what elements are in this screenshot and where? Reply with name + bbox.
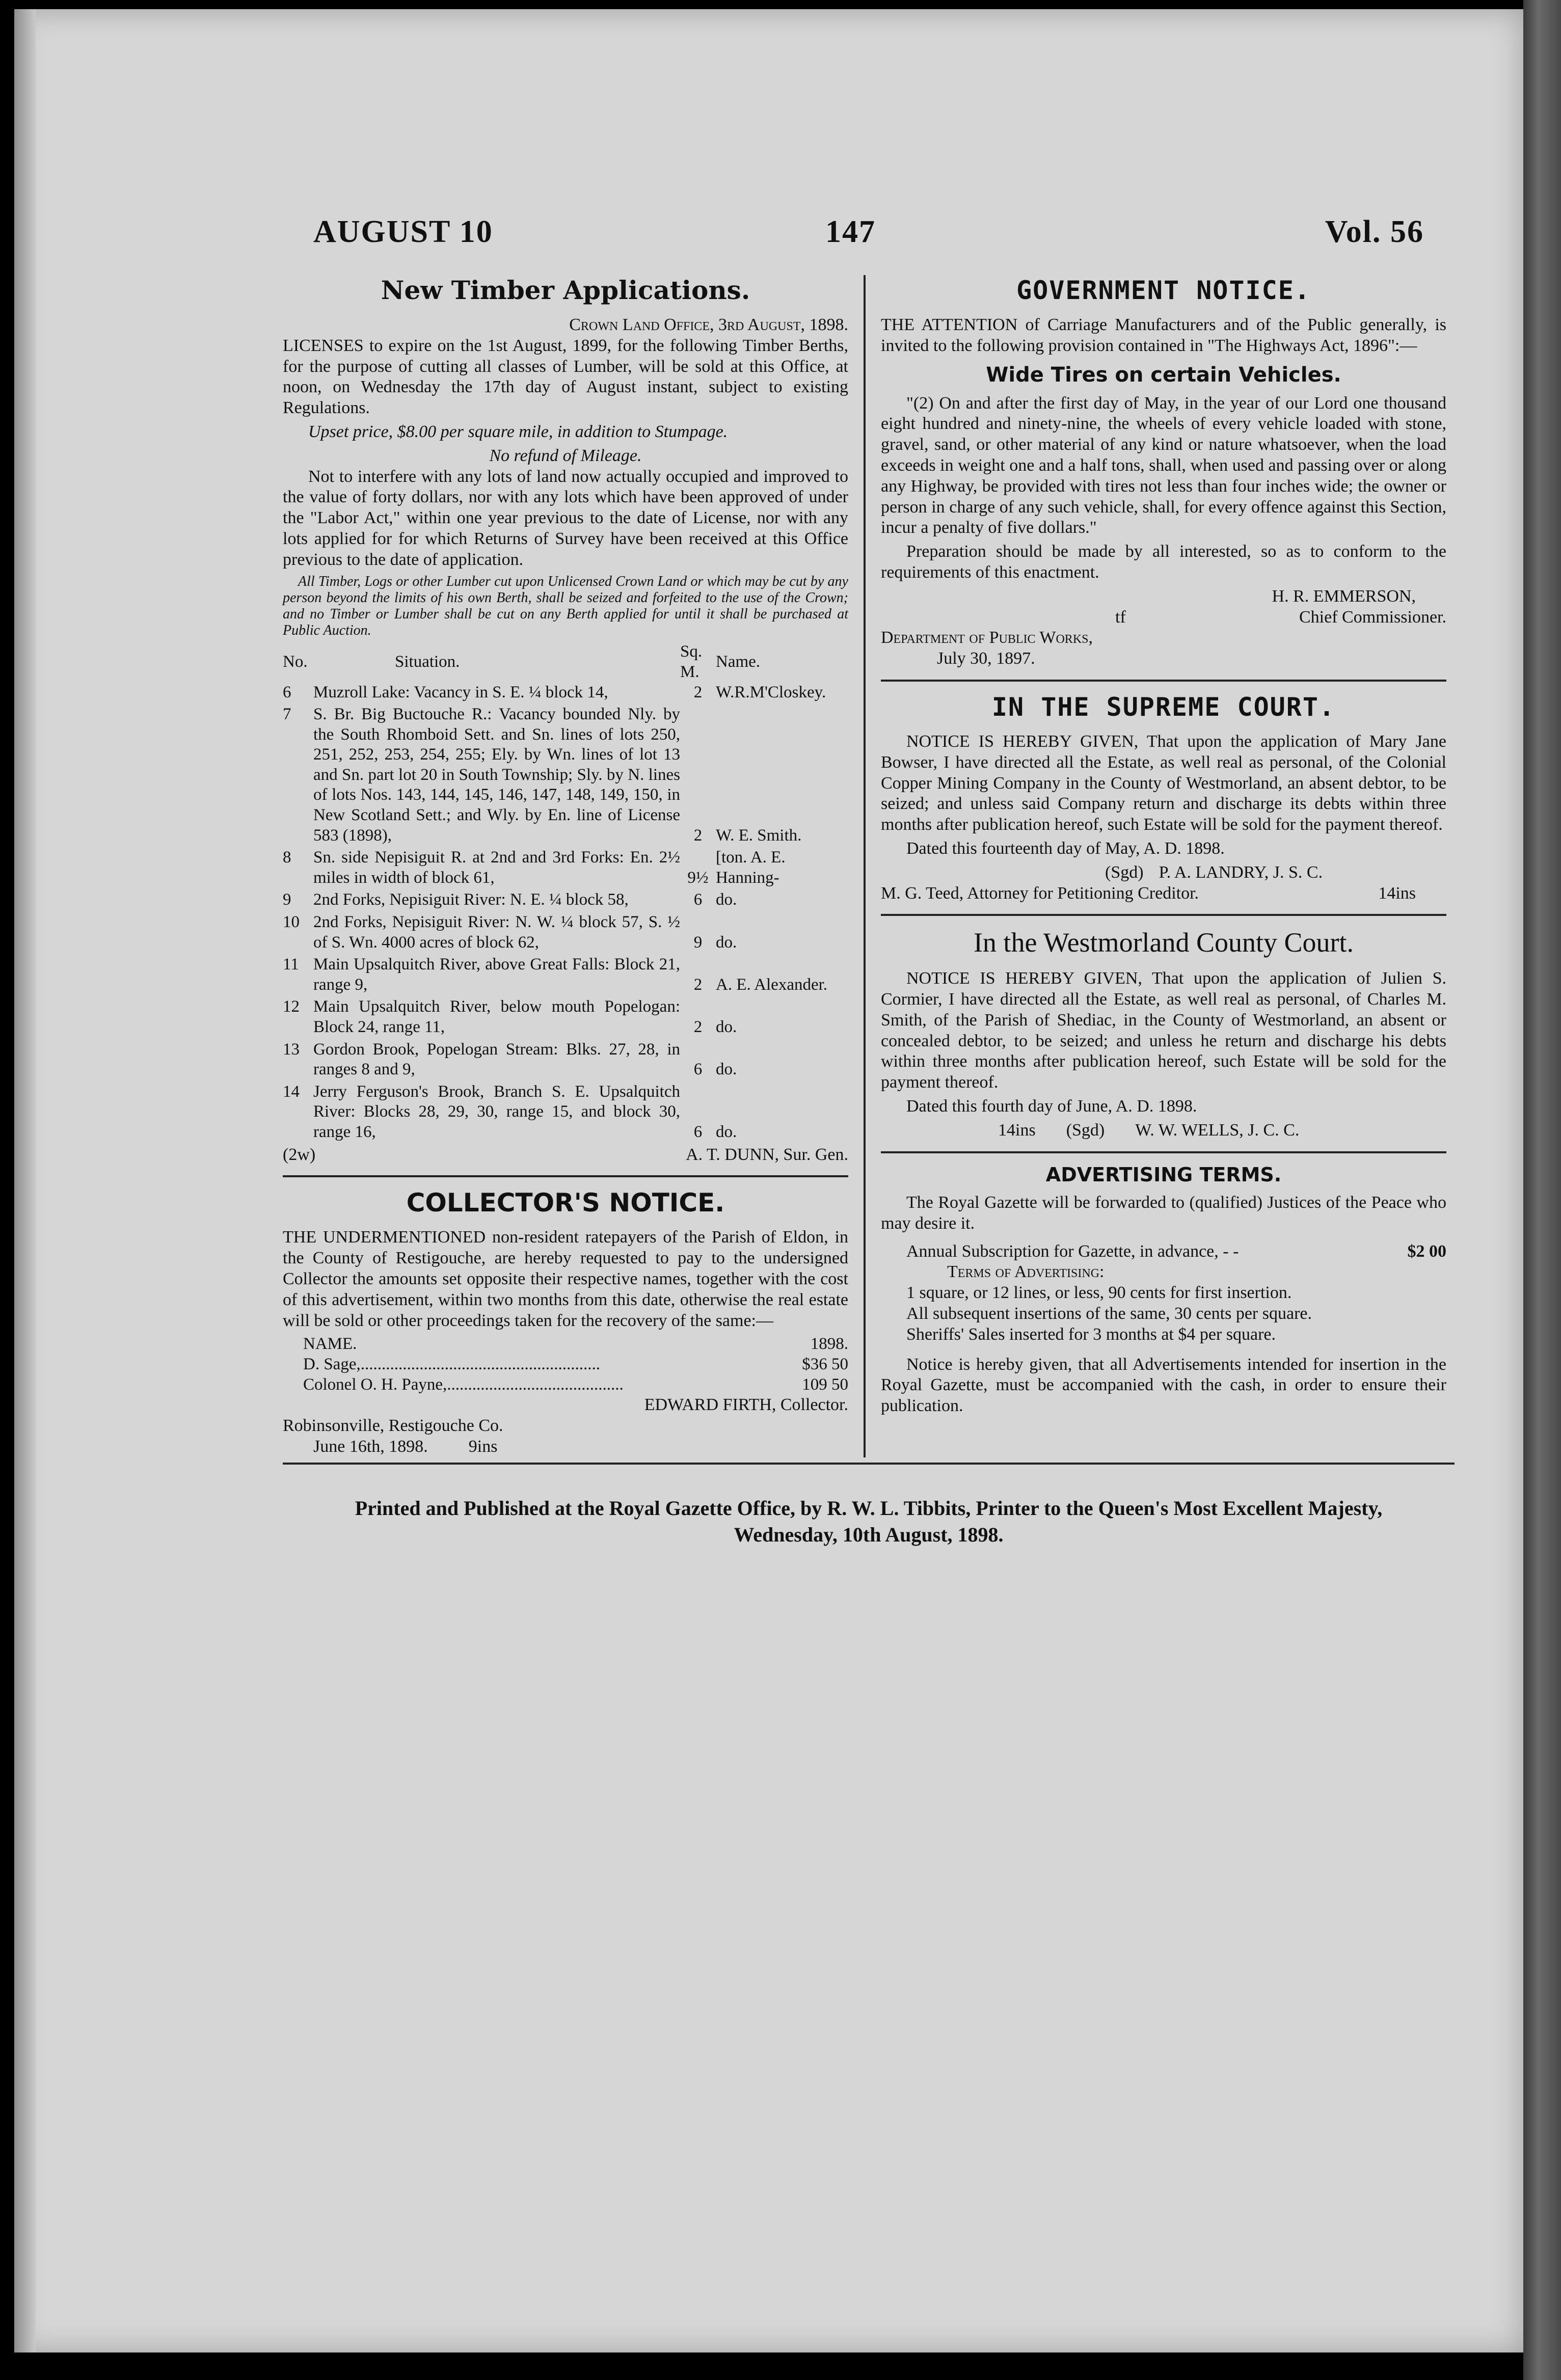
footer-divider (283, 1463, 1455, 1465)
timber-signature-line (283, 1145, 848, 1166)
subscription-line (881, 1241, 1446, 1262)
westmorland-insert-mark: 14ins (998, 1120, 1036, 1140)
gov-intro: THE ATTENTION of Carriage Manufacturers and of the Public generally, is invited to the following provision contained in "The Highways Act, 1896":— (881, 315, 1446, 355)
collector-place: Robinsonville, Restigouche Co. (283, 1416, 503, 1435)
table-row (283, 848, 848, 890)
row-situation: Sn. side Nepisiguit R. at 2nd and 3rd Forks: En. 2½ miles in width of block 61, (313, 848, 680, 887)
westmorland-dated: Dated this fourth day of June, A. D. 1898. (906, 1096, 1197, 1116)
table-row (283, 1040, 848, 1082)
footer-line-1: Printed and Published at the Royal Gazette Office, by R. W. L. Tibbits, Printer to the Queen's Most Excellent Majesty, (355, 1496, 1383, 1520)
row-no: 8 (283, 848, 291, 867)
westmorland-title: In the Westmorland County Court. (973, 927, 1354, 958)
row-name: A. E. Alexander. (716, 975, 828, 994)
table-row (283, 683, 848, 705)
row-no: 13 (283, 1040, 300, 1059)
subscription-label: Annual Subscription for Gazette, in advance, - - (906, 1241, 1239, 1261)
section-divider (283, 1175, 848, 1177)
row-name: do. (716, 1018, 737, 1036)
two-column-body (283, 275, 1455, 1457)
row-sq: 2 (693, 975, 703, 994)
rate-amount: 109 50 (802, 1375, 848, 1394)
section-divider (881, 680, 1446, 682)
collector-signer: EDWARD FIRTH, Collector. (644, 1395, 848, 1415)
row-no: 14 (283, 1082, 300, 1101)
rate-name: Colonel O. H. Payne,.......................................... (303, 1375, 624, 1394)
col-sq: Sq. M. (680, 642, 703, 681)
timber-insert-mark: (2w) (283, 1145, 316, 1164)
binding-edge (14, 9, 36, 2352)
gov-mark: tf (1115, 607, 1126, 627)
supreme-judge: P. A. LANDRY, J. S. C. (1159, 862, 1323, 882)
row-name: [ton. A. E. Hanning- (716, 848, 786, 887)
col-situation: Situation. (395, 653, 460, 671)
table-row (283, 1082, 848, 1145)
timber-warning: All Timber, Logs or other Lumber cut upon Unlicensed Crown Land or which may be cut by any person beyond the limits of his own Berth, shall be seized and forfeited to the use of the Crown; and no Timber or Lumber shall be cut on any Berth applied for until it shall be purchased at Public Auction. (283, 573, 848, 639)
timber-table-header (283, 642, 848, 682)
supreme-signature (881, 862, 1446, 883)
supreme-title: IN THE SUPREME COURT. (991, 692, 1336, 722)
row-situation: 2nd Forks, Nepisiguit River: N. W. ¼ block 57, S. ½ of S. Wn. 4000 acres of block 62, (313, 913, 680, 952)
timber-office-line: Crown Land Office, 3rd August, 1898. (569, 315, 848, 334)
westmorland-sgd: (Sgd) (1066, 1120, 1105, 1140)
row-situation: Gordon Brook, Popelogan Stream: Blks. 27, 28, in ranges 8 and 9, (313, 1040, 680, 1079)
row-no: 7 (283, 705, 291, 724)
collector-col-year: 1898. (810, 1335, 848, 1354)
row-sq: 6 (693, 1122, 703, 1141)
collector-insert-mark: 9ins (468, 1437, 498, 1456)
collector-date: June 16th, 1898. (313, 1437, 428, 1456)
row-no: 6 (283, 683, 291, 701)
timber-title: New Timber Applications. (381, 275, 750, 305)
term-item: Sheriffs' Sales inserted for 3 months at $4 per square. (906, 1324, 1276, 1344)
row-no: 9 (283, 890, 291, 909)
row-no: 12 (283, 997, 300, 1016)
advertising-forward: The Royal Gazette will be forwarded to (qualified) Justices of the Peace who may desire it. (881, 1193, 1446, 1233)
collector-title: COLLECTOR'S NOTICE. (406, 1188, 725, 1218)
left-column (283, 275, 864, 1457)
section-divider (881, 914, 1446, 916)
page-header (283, 214, 1455, 255)
timber-berths-table (283, 642, 848, 1144)
gov-signer-title: Chief Commissioner. (1299, 607, 1446, 627)
gov-department: Department of Public Works, (881, 628, 1093, 647)
timber-mileage: No refund of Mileage. (489, 446, 642, 465)
rate-name: D. Sage,......................................................... (303, 1355, 600, 1373)
col-name: Name. (716, 653, 761, 671)
gov-subtitle: Wide Tires on certain Vehicles. (986, 363, 1341, 387)
supreme-insert-mark: 14ins (1378, 883, 1416, 903)
timber-intro: LICENSES to expire on the 1st August, 1899, for the following Timber Berths, for the purpose of cutting all classes of Lumber, will be sold at this Office, at noon, on Wednesday the 17th day of August instant, subject to existing Regulations. (283, 336, 848, 418)
gov-title: GOVERNMENT NOTICE. (1016, 276, 1311, 305)
table-row (283, 705, 848, 848)
gov-signer: H. R. EMMERSON, (1272, 586, 1416, 606)
header-volume: Vol. 56 (1325, 214, 1424, 249)
gov-signer-title-line (881, 607, 1446, 628)
rate-amount: $36 50 (802, 1355, 848, 1373)
gov-provision: "(2) On and after the first day of May, in the year of our Lord one thousand eight hundred and ninety-nine, the wheels of every vehicle loaded with stone, gravel, sand, or other material of any kind or nature whatsoever, when the load exceeds in weight one and a half tons, shall, when used and passing over or along any Highway, be provided with tires not less than four inches wide; the owner or person in charge of any such vehicle, shall, for every offence against this Section, incur a penalty of five dollars." (881, 393, 1446, 537)
gazette-page (283, 214, 1455, 1548)
timber-signature: A. T. DUNN, Sur. Gen. (686, 1145, 848, 1164)
collector-date-line (283, 1437, 848, 1457)
table-row (283, 955, 848, 997)
supreme-body: NOTICE IS HEREBY GIVEN, That upon the application of Mary Jane Bowser, I have directed all the Estate, as well real as personal, of the Colonial Copper Mining Company in the County of Westmorland, an absent debtor, to be seized; and unless said Company return and discharge its debts within three months after publication hereof, such Estate will be sold for the payment thereof. (881, 732, 1446, 834)
supreme-attorney-line (881, 883, 1446, 904)
row-name: W. E. Smith. (716, 826, 802, 845)
row-situation: Muzroll Lake: Vacancy in S. E. ¼ block 14, (313, 683, 608, 701)
supreme-attorney: M. G. Teed, Attorney for Petitioning Creditor. (881, 883, 1199, 903)
row-sq: 9 (693, 933, 703, 952)
table-row (283, 997, 848, 1039)
table-row (283, 890, 848, 912)
table-row (283, 1334, 848, 1355)
terms-heading: Terms of Advertising: (947, 1262, 1105, 1282)
advertising-notice: Notice is hereby given, that all Advertisements intended for insertion in the Royal Gazette, must be accompanied with the cash, in order to ensure their publication. (881, 1355, 1446, 1416)
term-item: All subsequent insertions of the same, 30 cents per square. (906, 1304, 1312, 1323)
row-name: W.R.M'Closkey. (716, 683, 826, 701)
row-sq: 6 (693, 1060, 703, 1079)
collector-col-name: NAME. (303, 1335, 357, 1354)
westmorland-judge: W. W. WELLS, J. C. C. (1135, 1120, 1300, 1140)
collector-body: THE UNDERMENTIONED non-resident ratepayers of the Parish of Eldon, in the County of Restigouche, are hereby requested to pay to the undersigned Collector the amounts set opposite their respective names, together with the cost of this advertisement, within two months from this date, otherwise the real estate will be sold or other proceedings taken for the recovery of the same:— (283, 1228, 848, 1330)
row-situation: Main Upsalquitch River, below mouth Popelogan: Block 24, range 11, (313, 997, 680, 1036)
collector-table (283, 1334, 848, 1395)
row-name: do. (716, 890, 737, 909)
page-footer (283, 1495, 1455, 1548)
row-situation: S. Br. Big Buctouche R.: Vacancy bounded Nly. by the South Rhomboid Sett. and Sn. lines of lots 250, 251, 252, 253, 254, 255; Ely. by Wn. lines of lot 13 and Sn. part lot 20 in South Township; Sly. by N. lines of lots Nos. 143, 144, 145, 146, 147, 148, 149, 150, in New Scotland Sett.; and Wly. by En. line of License 583 (1898), (313, 705, 680, 845)
row-sq: 2 (693, 826, 703, 845)
footer-line-2: Wednesday, 10th August, 1898. (734, 1523, 1004, 1546)
header-page-number: 147 (825, 214, 876, 249)
table-row (283, 912, 848, 955)
scanner-edge (1523, 0, 1561, 2380)
table-row (283, 1355, 848, 1375)
row-sq: 6 (693, 890, 703, 909)
gov-date: July 30, 1897. (937, 649, 1035, 668)
subscription-price: $2 00 (1407, 1241, 1446, 1261)
westmorland-signature (881, 1120, 1446, 1141)
supreme-dated: Dated this fourteenth day of May, A. D. 1898. (906, 839, 1225, 858)
gov-preparation: Preparation should be made by all interested, so as to conform to the requirements of this enactment. (881, 542, 1446, 582)
term-item: 1 square, or 12 lines, or less, 90 cents for first insertion. (906, 1283, 1292, 1303)
right-column (866, 275, 1446, 1457)
row-situation: Main Upsalquitch River, above Great Falls: Block 21, range 9, (313, 955, 680, 994)
row-sq: 2 (693, 683, 703, 701)
col-no: No. (283, 653, 308, 671)
timber-upset-price: Upset price, $8.00 per square mile, in addition to Stumpage. (308, 422, 728, 441)
advertising-title: ADVERTISING TERMS. (1045, 1163, 1282, 1186)
row-no: 11 (283, 955, 299, 974)
table-row (283, 1375, 848, 1395)
row-name: do. (716, 933, 737, 952)
row-sq: 2 (693, 1018, 703, 1036)
header-date: AUGUST 10 (313, 214, 493, 249)
row-name: do. (716, 1060, 737, 1079)
row-sq: 9½ (687, 868, 709, 887)
westmorland-body: NOTICE IS HEREBY GIVEN, That upon the application of Julien S. Cormier, I have directed all the Estate, as well real as personal, of Charles M. Smith, of the Parish of Shediac, in the County of Westmorland, an absent or concealed debtor, to be seized; and unless he return and discharge his debts within three months after publication hereof, such Estate will be sold for the payment thereof. (881, 969, 1446, 1092)
row-no: 10 (283, 913, 300, 932)
supreme-sgd: (Sgd) (1105, 862, 1144, 882)
row-situation: 2nd Forks, Nepisiguit River: N. E. ¼ block 58, (313, 890, 629, 909)
section-divider (881, 1151, 1446, 1153)
row-situation: Jerry Ferguson's Brook, Branch S. E. Upsalquitch River: Blocks 28, 29, 30, range 15, and block 30, range 16, (313, 1082, 680, 1141)
timber-interfere: Not to interfere with any lots of land now actually occupied and improved to the value of forty dollars, nor with any lots which have been approved of under the "Labor Act," within one year previous to the date of License, nor with any lots applied for for which Returns of Survey have been received at this Office previous to the date of application. (283, 467, 848, 569)
row-name: do. (716, 1122, 737, 1141)
